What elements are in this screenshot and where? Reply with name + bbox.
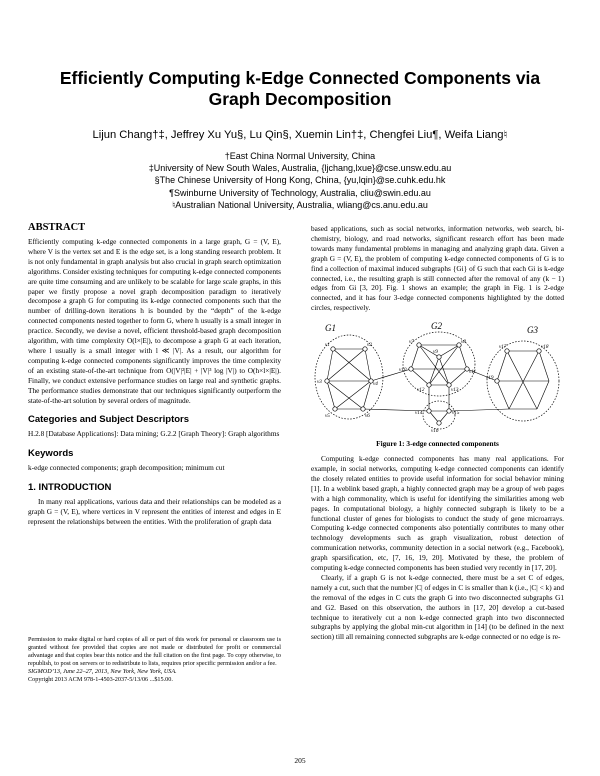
categories-heading: Categories and Subject Descriptors (28, 414, 190, 426)
paper-title: Efficiently Computing k-Edge Connected Components via Graph Decomposition (59, 68, 541, 109)
copyright-line: Copyright 2013 ACM 978-1-4503-2037-5/13/06 ...$15.00. (28, 676, 173, 683)
right-paragraph-2: Computing k-edge connected components has many real applications. For example, in social networks, computing k-edge connected components can identify the closely related entities to provide useful information for social behavior mining [1]. In a weblink based graph, a highly connected graph may be a group of web pages with a high commonality, which is useful for identifying the similarities among web pages. In computational biology, a highly connected subgraph is likely to be a functional cluster of genes for biologists to conduct the study of gene microarrays. Computing k-edge connected components also potentially contributes to many other technology developments such as graph visualization, robust detection of communication networks, community detection in a social network (e.g., Facebook), graph sparsification, etc, [7, 16, 19, 20]. Motivated by these, the problem of computing k-edge connected components has been studied very recently in [17, 20]. (311, 454, 564, 573)
right-paragraph-1: based applications, such as social networks, information networks, web search, bi-chemistry, biology, and road networks, significant research effort has been made towards many fundamental problems in managing and analyzing graph data. Given a graph G = (V, E), the problem of computing k-edge connected components of G is to find a collection of maximal induced subgraphs {Gi} of G such that each Gi is k-edge connected, i.e., the resulting graph is still connected after the removal of any (k − 1) edges from Gi [3, 20]. Fig. 1 shows an example; the graph in Fig. 1 is 2-edge connected, and it has four 3-edge connected components highlighted by the dotted circles, respectively. (311, 224, 564, 313)
vertex-label: v4 (373, 381, 378, 388)
vertex-label: v8 (461, 339, 466, 346)
affiliation-list (60, 150, 540, 211)
vertex-label: v5 (325, 413, 330, 420)
keywords-heading: Keywords (28, 448, 74, 460)
vertex-label: v16 (431, 428, 439, 435)
abstract-text: Efficiently computing k-edge connected components in a large graph, G = (V, E), where V is the vertex set and E is the edge set, is a long standing research problem. It is not only fundamental in graph analysis but also crucial in graph search optimization algorithms. Consider existing techniques for computing k-edge connected components are quite time consuming and are unlikely to be scalable for large scale graphs, in this paper we firstly propose a novel graph decomposition paradigm to iteratively decompose a graph G for computing its k-edge connected components such that the number of drilling-down iterations h is bounded by the “depth” of the k-edge connected components nested together to form G, where h usually is a small integer in practice. Secondly, we devise a novel, efficient threshold-based graph decomposition algorithm, with time complexity O(l×|E|), to decompose a graph G at each iteration, where l usually is a small integer with l ≪ |V|. As a result, our algorithm for computing k-edge connected components significantly improves the time complexity of an existing state-of-the-art technique from O(|V|²|E| + |V|³ log |V|) to O(h×l×|E|). Finally, we conduct extensive performance studies on large real and synthetic graphs. The performance studies demonstrate that our techniques significantly outperform the state-of-the-art solution by several orders of magnitude. (28, 237, 281, 405)
vertex-label: v11 (469, 369, 477, 376)
abstract-heading: ABSTRACT (28, 222, 86, 233)
figure-1 (311, 319, 564, 437)
vertex-label: v2 (367, 342, 372, 349)
vertex-label: v7 (409, 339, 414, 346)
vertex-label: v9 (433, 349, 438, 356)
conference-line: SIGMOD’13, June 22–27, 2013, New York, New York, USA. (28, 668, 177, 675)
vertex-label: v14 (415, 410, 423, 417)
left-column (28, 222, 281, 527)
affiliation: ‡University of New South Wales, Australia, {ljchang,lxue}@cse.unsw.edu.au (148, 163, 452, 174)
affiliation: ¶Swinburne University of Technology, Australia, cliu@swin.edu.au (169, 187, 431, 198)
affiliation: †East China Normal University, China (224, 151, 376, 161)
figure-caption: Figure 1: 3-edge connected components (376, 439, 499, 449)
vertex-label: v1 (325, 342, 330, 349)
affiliation: §The Chinese University of Hong Kong, China, {yu,lqin}@se.cuhk.edu.hk (154, 175, 446, 186)
right-paragraph-3: Clearly, if a graph G is not k-edge connected, there must be a set C of edges, namely a cut, such that the number |C| of edges in C is smaller than k (i.e., |C| < k) and the removal of the edges in C cuts the graph G into two disconnected subgraphs G1 and G2. Based on this observation, the authors in [17, 20] develop a cut-based technique to iteratively cut a non k-edge connected graph into two disconnected subgraphs by applying the global min-cut algorithm in [14] (to be defined in the next section) till all remaining connected subgraphs are k-edge connected or no edge is re- (311, 572, 564, 642)
vertex-label: v12 (417, 387, 425, 394)
introduction-heading: 1. INTRODUCTION (28, 482, 112, 494)
page-number: 205 (294, 756, 306, 765)
affiliation: ♮Australian National University, Australia, wliang@cs.anu.edu.au (172, 199, 428, 210)
permission-text: Permission to make digital or hard copies of all or part of this work for personal or classroom use is granted without fee provided that copies are not made or distributed for profit or commercial advantage and that copies bear this notice and the full citation on the first page. To copy otherwise, to republish, to post on servers or to redistribute to lists, requires prior specific permission and/or a fee. (28, 636, 281, 667)
vertex-label: v18 (541, 344, 549, 351)
vertex-label: v17 (499, 344, 507, 351)
categories-text: H.2.8 [Database Applications]: Data mining; G.2.2 [Graph Theory]: Graph algorithms (28, 429, 280, 439)
keywords-text: k-edge connected components; graph decomposition; minimum cut (28, 463, 225, 473)
vertex-label: v19 (486, 375, 494, 382)
introduction-paragraph: In many real applications, various data and their relationships can be modeled as a graph G = (V, E), where vertices in V represent the entities of interest and edges in E represent the relationships between the entities. With the proliferation of graph data (28, 497, 281, 527)
group-label: G3 (527, 325, 538, 336)
author-list: Lijun Chang†‡, Jeffrey Xu Yu§, Lu Qin§, Xuemin Lin†‡, Chengfei Liu¶, Weifa Liang♮ (92, 129, 508, 141)
graph-figure (311, 319, 564, 437)
permission-block (28, 636, 281, 684)
right-column (311, 224, 564, 642)
group-label: G2 (431, 321, 442, 332)
vertex-label: v13 (451, 387, 459, 394)
vertex-label: v6 (365, 413, 370, 420)
group-label: G1 (325, 323, 336, 334)
vertex-label: v15 (452, 410, 460, 417)
vertex-label: v10 (399, 367, 407, 374)
vertex-label: v3 (317, 379, 322, 386)
